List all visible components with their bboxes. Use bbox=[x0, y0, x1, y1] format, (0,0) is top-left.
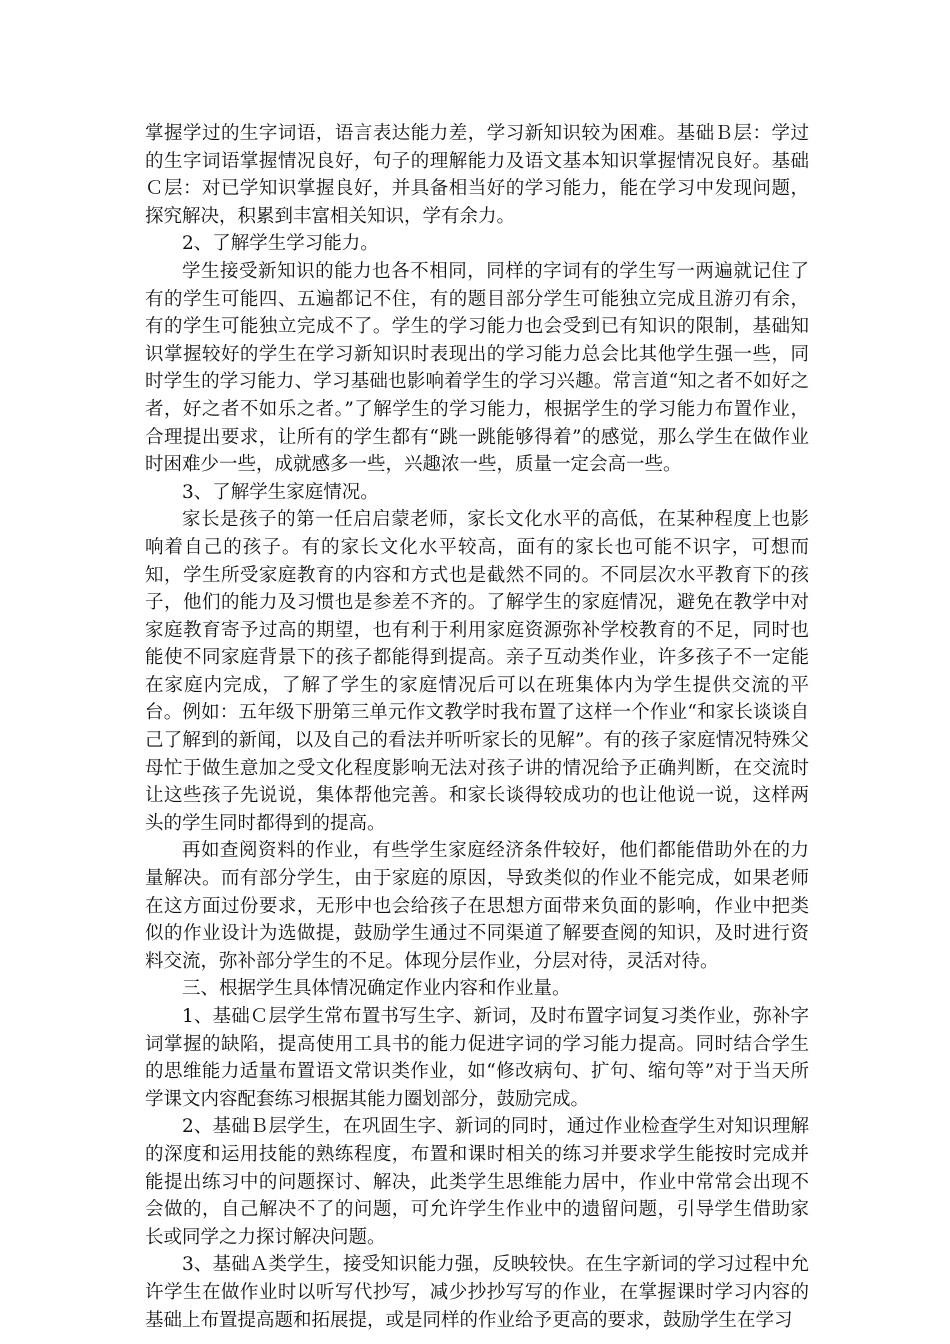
heading-learning-ability: 2、了解学生学习能力。 bbox=[182, 233, 379, 255]
paragraph-level-c: 1、基础Ｃ层学生常布置书写生字、新词，及时布置字词复习类作业，弥补字词掌握的缺陷，提高使用工具书的能力促进字词的学习能力提高。同时结合学生的思维能力适量布置语文常识类作业，如“修改病句、扩句、缩句等”对于当天所学课文内容配套练习根据其能力圈划部分，鼓励完成。 bbox=[145, 1006, 809, 1110]
paragraph-learning-ability: 学生接受新知识的能力也各不相同，同样的字词有的学生写一两遍就记住了有的学生可能四、五遍都记不住，有的题目部分学生可能独立完成且游刃有余，有的学生可能独立完成不了。学生的学习能力也会受到已有知识的限制，基础知识掌握较好的学生在学习新知识时表现出的学习能力总会比其他学生强一些，同时学生的学习能力、学习基础也影响着学生的学习兴趣。常言道“知之者不如好之者，好之者不如乐之者。”了解学生的学习能力，根据学生的学习能力布置作业，合理提出要求，让所有的学生都有“跳一跳能够得着”的感觉，那么学生在做作业时困难少一些，成就感多一些，兴趣浓一些，质量一定会高一些。 bbox=[145, 260, 809, 476]
paragraph-continuation: 掌握学过的生字词语，语言表达能力差，学习新知识较为困难。基础Ｂ层：学过的生字词语掌握情况良好，句子的理解能力及语文基本知识掌握情况良好。基础Ｃ层：对已学知识掌握良好，并具备相当好的学习能力，能在学习中发现问题，探究解决，积累到丰富相关知识，学有余力。 bbox=[145, 123, 809, 227]
heading-section-three: 三、根据学生具体情况确定作业内容和作业量。 bbox=[182, 978, 571, 1000]
document-body bbox=[145, 120, 809, 1334]
paragraph-family-situation: 家长是孩子的第一任启启蒙老师，家长文化水平的高低，在某种程度上也影响着自己的孩子。有的家长文化水平较高，面有的家长也可能不识字，可想而知，学生所受家庭教育的内容和方式也是截然不同的。不同层次水平教育下的孩子，他们的能力及习惯也是参差不齐的。了解学生的家庭情况，避免在教学中对家庭教育寄予过高的期望，也有利于利用家庭资源弥补学校教育的不足，同时也能使不同家庭背景下的孩子都能得到提高。亲子互动类作业，许多孩子不一定能在家庭内完成，了解了学生的家庭情况后可以在班集体内为学生提供交流的平台。例如：五年级下册第三单元作文教学时我布置了这样一个作业“和家长谈谈自己了解到的新闻，以及自己的看法并听听家长的见解”。有的孩子家庭情况特殊父母忙于做生意加之受文化程度影响无法对孩子讲的情况给予正确判断，在交流时让这些孩子先说说，集体帮他完善。和家长谈得较成功的也让他说一说，这样两头的学生同时都得到的提高。 bbox=[145, 509, 809, 834]
heading-family-situation: 3、了解学生家庭情况。 bbox=[182, 481, 379, 503]
paragraph-level-b: 2、基础Ｂ层学生，在巩固生字、新词的同时，通过作业检查学生对知识理解的深度和运用技能的熟练程度，布置和课时相关的练习并要求学生能按时完成并能提出练习中的问题探讨、解决，此类学生思维能力居中，作业中常常会出现不会做的，自己解决不了的问题，可允许学生作业中的遗留问题，引导学生借助家长或同学之力探讨解决问题。 bbox=[145, 1116, 809, 1248]
paragraph-level-a: 3、基础Ａ类学生，接受知识能力强，反映较快。在生字新词的学习过程中允许学生在做作业时以听写代抄写，减少抄抄写写的作业，在掌握课时学习内容的基础上布置提高题和拓展提，或是同样的作业给予更高的要求，鼓励学生在学习 bbox=[145, 1254, 809, 1331]
paragraph-research-homework: 再如查阅资料的作业，有些学生家庭经济条件较好，他们都能借助外在的力量解决。而有部分学生，由于家庭的原因，导致类似的作业不能完成，如果老师在这方面过份要求，无形中也会给孩子在思想方面带来负面的影响，作业中把类似的作业设计为选做提，鼓励学生通过不同渠道了解要查阅的知识，及时进行资料交流，弥补部分学生的不足。体现分层作业，分层对待，灵活对待。 bbox=[145, 840, 809, 972]
